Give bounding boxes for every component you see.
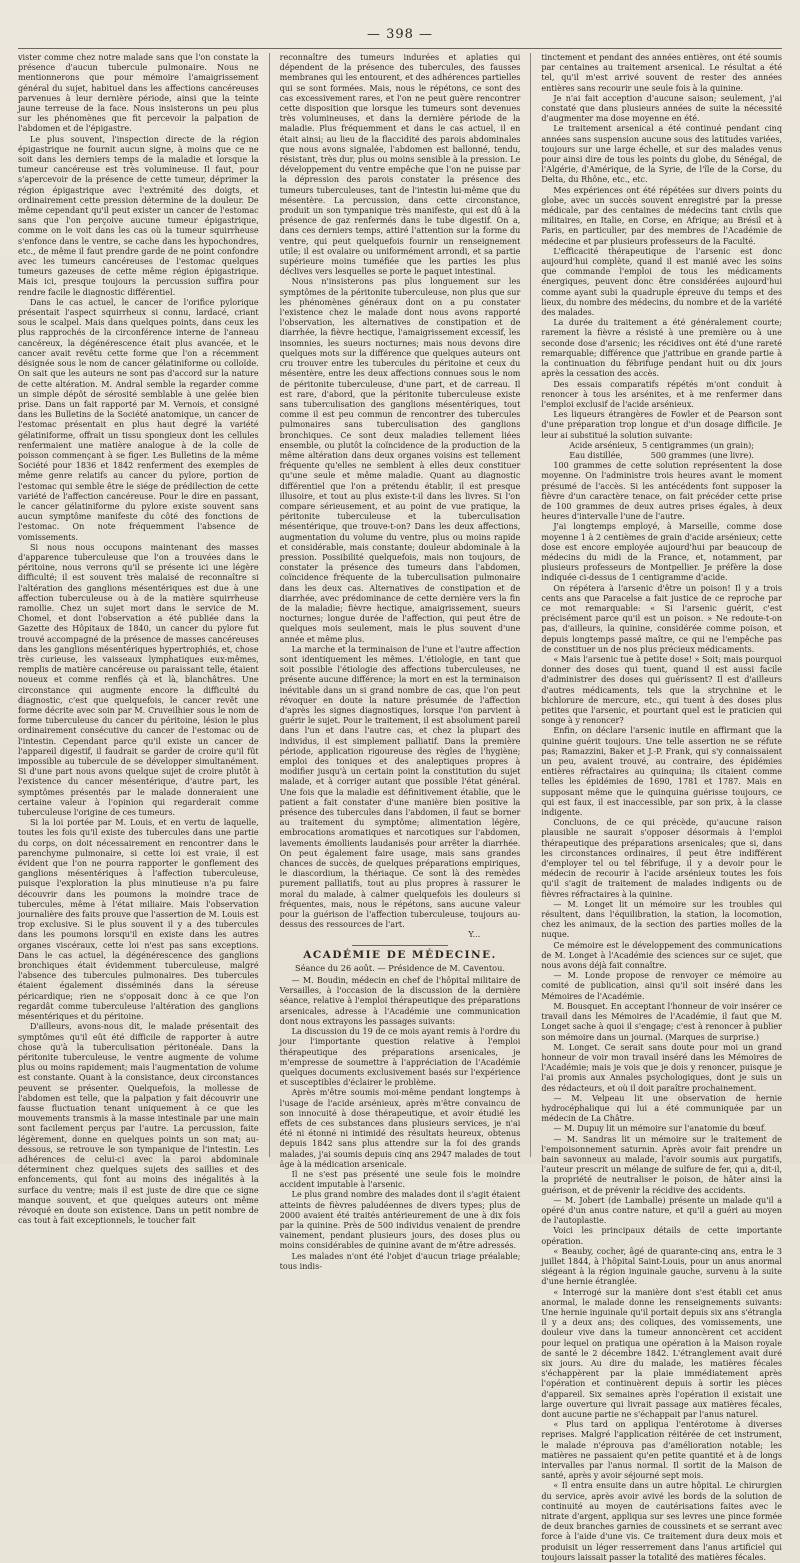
- formula-amount: 5 centigrammes (un grain);: [642, 440, 755, 450]
- paragraph: Mes expériences ont été répétées sur divers points du globe, avec un succès souvent enregistré par la presse médicale, par des centaines de médecins tant civils que militaires, en Italie, en Corse, en Afrique; au Brésil et à Paris, en particulier, par des membres de l'Académie de médecine et par plusieurs professeurs de la Faculté.: [541, 185, 783, 246]
- paragraph: L'efficacité thérapeutique de l'arsenic est donc aujourd'hui complète, quand il est manié avec les soins que commande l'emploi de tous les médicaments énergiques, peuvent donc être considérées aujourd'hui comme ayant subi la quadruple épreuve du temps et des lieux, du nombre des médecins, du nombre et de la variété des malades.: [541, 246, 783, 318]
- paragraph: Voici les principaux détails de cette importante opération.: [541, 1226, 783, 1246]
- paragraph: Enfin, on déclare l'arsenic inutile en affirmant que la quinine guérit toujours. Une telle assertion ne se réfute pas; Ramazzini, Baker et J.-P. Frank, qui s'y connaissaient un peu, avaient trouvé, au contraire, des épidémies entières réfractaires au quinquina; ils citaient comme telles les épidémies de 1690, 1781 et 1787. Mais en supposant même que le quinquina guérisse toujours, ce qui est faux, il est inaccessible, par son prix, à la classe indigente.: [541, 726, 783, 818]
- paragraph: — M. Dupuy lit un mémoire sur l'anatomie du bœuf.: [553, 1124, 767, 1134]
- paragraph: « Beauby, cocher, âgé de quarante-cinq ans, entra le 3 juillet 1844, à l'hôpital Saint-Louis, pour un anus anormal siégeant à la région inguinale gauche, survenu à la suite d'une hernie étranglée.: [541, 1246, 783, 1287]
- paragraph: On répétera à l'arsenic d'être un poison! Il y a trois cents ans que Paracelse a fait justice de ce reproche par ce mot remarquable: « Si l'arsenic guérit, c'est précisément parce qu'il est un poison. » Ne redoute-t-on pas, d'ailleurs, la quinine, considérée comme poison, et depuis longtemps passé maître, ce qui ne l'empêche pas de constituer un de nos plus précieux médicaments.: [541, 583, 783, 654]
- paragraph: Le traitement arsenical a été continué pendant cinq années sans suspension aucune sous des latitudes variées, toujours sur une large échelle, et sur des malades venus pour ainsi dire de tous les points du globe, du Sénégal, de l'Algérie, d'Amérique, de la Syrie, de l'île de la Corse, du Delta, du Rhône, etc., etc.: [541, 124, 783, 185]
- paragraph: M. Longet. Ce serait sans doute pour moi un grand honneur de voir mon travail inséré dans les Mémoires de l'Académie; mais je vois que je dois y renoncer, puisque je l'ai promis aux Annales psychologiques, dont je suis un des rédacteurs, et où il doit paraître prochainement.: [541, 1042, 783, 1093]
- paragraph: J'ai longtemps employé, à Marseille, comme dose moyenne 1 à 2 centièmes de grain d'acide arsénieux; cette dose est encore employée aujourd'hui par beaucoup de médecins du midi de la France, et, notamment, par plusieurs professeurs de Montpellier. Je préfère la dose indiquée ci-dessus de 1 centigramme d'acide.: [541, 522, 783, 583]
- column-2: [279, 53, 521, 1271]
- paragraph: — M. Jobert (de Lamballe) présente un malade qu'il a opéré d'un anus contre nature, et qu'il a guéri au moyen de l'autoplastie.: [541, 1195, 783, 1226]
- paragraph: reconnaître des tumeurs indurées et aplaties qui dépendent de la présence des tubercules, des fausses membranes qui les entourent, et des adhérences partielles qui se sont formées. Mais, nous le répétons, ce sont des cas excessivement rares, et l'on ne peut guère rencontrer cette disposition que lorsque les tumeurs sont devenues très volumineuses, et dans la dernière période de la maladie. Plus fréquemment et dans le cas actuel, il en était ainsi; au lieu de la flaccidité des parois abdominales que nous avons signalée, l'abdomen est ballonné, tendu, résistant, très dur, plus ou moins sensible à la pression. Le développement du ventre empêche que l'on ne puisse par la dépression des parois constater la présence des tumeurs tuberculeuses, tant de l'intestin lui-même que du mésentère. La percussion, dans cette circonstance, produit un son tympanique très manifeste, qui est dû à la présence de gaz renfermés dans le tube digestif. On a, dans ces derniers temps, attiré l'attention sur la forme du ventre, qui peut quelquefois fournir un renseignement utile; il est ovalaire ou uniformément arrondi, et sa partie supérieure moins tuméfiée que les parties les plus déclives vers lesquelles se porte le paquet intestinal.: [279, 53, 521, 277]
- paragraph: Dans le cas actuel, le cancer de l'orifice pylorique présentait l'aspect squirrheux si connu, lardacé, criant sous le scalpel. Mais dans quelques points, dans ceux les plus rapprochés de la circonférence interne de l'anneau cancéreux, la dégénérescence était plus avancée, et le cancer avait revêtu cette forme que l'on a récemment désignée sous le nom de cancer gélatiniforme ou colloïde. On sait que les auteurs ne sont pas d'accord sur la nature de cette altération. M. Andral semble la regarder comme un simple dépôt de sérosité semblable à une gelée bien prise. Dans un fait rapporté par M. Vernois, et consigné dans les Bulletins de la Société anatomique, un cancer de l'estomac présentait en plus haut degré la variété gélatiniforme, offrait un tissu spongieux dont les cellules renfermaient une matière analogue à de la colle de poisson commençant à se figer. Les Bulletins de la même Société pour 1836 et 1842 renferment des exemples de même genre relatifs au cancer du pylore, portion de l'estomac qui semble être le siége de prédilection de cette variété de l'affection cancéreuse. Pour le dire en passant, le cancer gélatiniforme du pylore existe souvent sans aucun symptôme manifeste du côté des fonctions de l'estomac. On note fréquemment l'absence de vomissements.: [18, 297, 259, 542]
- columns: [18, 53, 783, 1562]
- section-title: ACADÉMIE DE MÉDECINE.: [303, 948, 497, 961]
- header-rule: [18, 48, 782, 49]
- formula-row: [541, 441, 782, 451]
- paragraph: — M. Longet lit un mémoire sur les troubles qui résultent, dans l'équilibration, la station, la locomotion, chez les animaux, de la section des parties molles de la nuque.: [541, 899, 783, 940]
- formula-row: [541, 451, 782, 461]
- paragraph: 100 grammes de cette solution représentent la dose moyenne. On l'administre trois heures avant le moment présumé de l'accès. Si les antécédents font supposer la fièvre d'un caractère tenace, on fait précéder cette prise de 100 grammes de deux autres prises égales, à deux heures d'intervalle l'une de l'autre.: [541, 461, 783, 522]
- paragraph: — M. Londe propose de renvoyer ce mémoire au comité de publication, ainsi qu'il soit inséré dans les Mémoires de l'Académie.: [541, 971, 783, 1001]
- paragraph: « Plus tard on appliqua l'entérotome à diverses reprises. Malgré l'application réitérée de cet instrument, le malade n'éprouva pas d'amélioration notable; les matières ne passaient qu'en petite quantité et à de longs intervalles par l'anus normal. Il sortit de la Maison de santé, après y avoir séjourné sept mois.: [541, 1420, 783, 1481]
- paragraph: vister comme chez notre malade sans que l'on constate la présence d'aucun tubercule pulmonaire. Nous ne mentionnerons que pour mémoire l'amaigrissement général du sujet, habituel dans les affections cancéreuses parvenues à leur dernière période, ainsi que la teinte jaune terreuse de la face. Nous insisterons un peu plus sur les phénomènes que fit percevoir la palpation de l'abdomen et de l'épigastre.: [18, 53, 259, 134]
- column-rule: [269, 53, 270, 1157]
- seance-line: Séance du 26 août. — Présidence de M. Caventou.: [295, 962, 505, 973]
- paragraph: — M. Boudin, médecin en chef de l'hôpital militaire de Versailles, à l'occasion de la discussion de la dernière séance, relative à l'emploi thérapeutique des préparations arsenicales, adresse à l'Académie une communication dont nous extrayons les passages suivants:: [279, 976, 521, 1026]
- paragraph: Concluons, de ce qui précède, qu'aucune raison plausible ne saurait s'opposer désormais à l'emploi thérapeutique des préparations arsenicales; que si, dans les circonstances ordinaires, il peut être indifférent d'employer tel ou tel fébrifuge, il y a devoir pour le médecin de recourir à l'acide arsénieux toutes les fois qu'il s'agit de traitement de malades indigents ou de fièvres réfractaires à la quinine.: [541, 818, 783, 899]
- paragraph: tinctement et pendant des années entières, ont été soumis par centaines au traitement arsenical. Le résultat a été tel, qu'il m'est arrivé souvent de rester des années entières sans recourir une seule fois à la quinine.: [541, 53, 783, 93]
- paragraph: « Il entra ensuite dans un autre hôpital. Le chirurgien du service, après avoir avivé les bords de la solution de continuité au moyen de cautérisations faites avec le nitrate d'argent, appliqua sur ses levres une pince formée de deux branches garnies de coussinets et se serrant avec force à l'aide d'une vis. Ce traitement dura deux mois et produisit un léger resserrement dans l'anus artificiel qui toujours laissait passer la totalité des matières fécales.: [541, 1481, 783, 1562]
- paragraph: « Mais l'arsenic tue à petite dose! » Soit; mais pourquoi donner des doses qui tuent, quand il est aussi facile d'administrer des doses qui guérissent? Il est d'ailleurs d'autres médicaments, tels que la strychnine et le bichlorure de mercure, etc., qui tuent à des doses plus petites que l'arsenic, et pourtant quel est le praticien qui songe à y renoncer?: [541, 654, 783, 726]
- column-3: [541, 53, 783, 1562]
- formula-amount: 500 grammes (une livre).: [650, 450, 755, 460]
- paragraph: Si la loi portée par M. Louis, et en vertu de laquelle, toutes les fois qu'il existe des tubercules dans une partie du corps, on doit nécessairement en rencontrer dans le parenchyme pulmonaire, si cette loi est vraie, il est évident que l'on ne pourra rapporter le gonflement des ganglions mésentériques à l'affection tuberculeuse, puisque l'exploration la plus minutieuse n'a pu faire découvrir dans les poumons la moindre trace de tubercules, même à l'état miliaire. Mais l'observation journalière des faits prouve que l'assertion de M. Louis est trop exclusive. Si le plus souvent il y a des tubercules dans les poumons lorsqu'il en existe dans les autres organes viscéraux, cette loi n'est pas sans exceptions. Dans le cas actuel, la dégénérescence des ganglions bronchiques était évidemment tuberculeuse, malgré l'absence des tubercules pulmonaires. Des tubercules étaient également disséminés dans la séreuse péricardique; rien ne s'opposait donc à ce que l'on regardât comme tuberculeuse l'altération des ganglions mésentériques et du péritoine.: [18, 818, 259, 1022]
- section-rule: [352, 945, 448, 946]
- paragraph: M. Bousquet. En acceptant l'honneur de voir insérer ce travail dans les Mémoires de l'Académie, il faut que M. Longet sache à quoi il s'engage; c'est à renoncer à publier son mémoire dans un journal. (Marques de surprise.): [541, 1001, 783, 1042]
- paragraph: La discussion du 19 de ce mois ayant remis à l'ordre du jour l'importante question relative à l'emploi thérapeutique des préparations arsenicales, je m'empresse de soumettre à l'appréciation de l'Académie quelques documents exclusivement basés sur l'expérience et susceptibles d'éclairer le problème.: [279, 1027, 521, 1088]
- paragraph: Les liqueurs étrangères de Fowler et de Pearson sont d'une préparation trop longue et d'un dosage difficile. Je leur ai substitué la solution suivante:: [541, 410, 783, 440]
- paragraph: Après m'être soumis moi-même pendant longtemps à l'usage de l'acide arsénieux, après m'être convaincu de son innocuité à dose thérapeutique, et avoir étudié les effets de ces substances dans plusieurs services, je n'ai été ni étonné ni intimidé des résultats heureux, obtenus depuis 1842 sans plus attendre sur la foi des grands malades, j'ai soumis depuis cinq ans 2947 malades de tout âge à la médication arsenicale.: [279, 1088, 521, 1169]
- paragraph: — M. Velpeau lit une observation de hernie hydrocéphalique qui lui a été communiquée par un médecin de La Châtre.: [541, 1093, 783, 1124]
- signature: Y...: [468, 930, 481, 940]
- page-number: — 398 —: [366, 27, 434, 42]
- paragraph: Ce mémoire est le développement des communications de M. Longet à l'Académie des sciences sur ce sujet, que nous avons déjà fait connaître.: [541, 940, 783, 971]
- paragraph: — M. Sandras lit un mémoire sur le traitement de l'empoisonnement saturnin. Après avoir fait prendre un bain savonneux au malade, l'avoir soumis aux purgatifs, l'auteur prescrit un mélange de sulfure de fer, qui a, dit-il, la propriété de neutraliser le poison, de hâter ainsi la guérison, et de prévenir la récidive des accidents.: [541, 1134, 783, 1195]
- paragraph: Nous n'insisterons pas plus longuement sur les symptômes de la péritonite tuberculeuse, non plus que sur les phénomènes généraux dont on a pu constater l'existence chez le malade dont nous avons rapporté l'observation, les alternatives de constipation et de diarrhée, la fièvre hectique, l'amaigrissement excessif, les insomnies, les sueurs nocturnes; mais nous devons dire quelques mots sur la différence que quelques auteurs ont cru trouver entre les tubercules du péritoine et ceux du mésentère, entre les deux affections connues sous le nom de péritonite tuberculeuse, d'une part, et de carreau. Il est rare, d'abord, que la péritonite tuberculeuse existe sans tuberculisation des ganglions mésentériques, tout comme il est peu commun de rencontrer des tubercules pulmonaires sans tuberculisation des ganglions bronchiques. Ce sont deux maladies tellement liées ensemble, ou plutôt la coïncidence de la production de la même altération dans deux organes voisins est tellement fréquente qu'elles ne semblent à elles deux constituer qu'une seule et même maladie. Quant au diagnostic différentiel que l'on a prétendu établir, il est presque illusoire, et tout au plus existe-t-il dans les livres. Si l'on compare sérieusement, et au point de vue pratique, la péritonite tuberculeuse et la tuberculisation mésentérique, que trouve-t-on? Dans les deux affections, augmentation du volume du ventre, plus ou moins rapide et considérable, mais constante; douleur abdominale à la pression. Possibilité quelquefois, mais non toujours, de constater la présence des tumeurs dans l'abdomen, coïncidence fréquente de la tuberculisation pulmonaire dans les deux cas. Alternatives de constipation et de diarrhée, avec prédominance de cette dernière vers la fin de la maladie; fièvre hectique, amaigrissement, sueurs nocturnes; longue durée de l'affection, qui peut être de quelques mois seulement, mais le plus souvent d'une année et même plus.: [279, 277, 521, 644]
- column-rule: [530, 53, 531, 1157]
- paragraph: La marche et la terminaison de l'une et l'autre affection sont identiquement les mêmes. L'étiologie, en tant que soit possible l'étiologie des affections tuberculeuses, ne présente aucune différence; la mort en est la terminaison inévitable dans un si grand nombre de cas, que l'on peut révoquer en doute la nature présumée de l'affection d'après les signes diagnostiques, lorsque l'on parvient à guérir le sujet. Pour le traitement, il est absolument pareil dans l'un et dans l'autre cas, et chez la plupart des individus, il est simplement palliatif. Dans la première période, application rigoureuse des règles de l'hygiène; emploi des toniques et des analeptiques propres à modifier jusqu'à un certain point la constitution du sujet malade, et à corriger autant que possible l'état général. Une fois que la maladie est définitivement établie, que le patient a fait constater d'une manière bien positive la présence des tubercules dans l'abdomen, il faut se borner au traitement du symptôme; alimentation légère, embrocations aromatiques et narcotiques sur l'abdomen, lavements émollients laudanisés pour arrêter la diarrhée. On peut également faire usage, mais sans grandes chances de succès, de quelques préparations empiriques, le diascordium, la thériaque. Ce sont là des remèdes purement palliatifs, tout au plus propres à rassurer le moral du malade, à calmer quelquefois les douleurs si fréquentes, mais, nous le répétons, sans aucune valeur pour la guérison de l'affection tuberculeuse, toujours au-dessus des ressources de l'art.: [279, 644, 521, 930]
- paragraph: La durée du traitement a été généralement courte; rarement la fièvre a résisté à une première ou à une seconde dose d'arsenic; les récidives ont été d'une rareté remarquable; différence que j'attribue en grande partie à la continuation du fébrifuge pendant huit ou dix jours après la cessation des accès.: [541, 318, 783, 379]
- paragraph: Le plus souvent, l'inspection directe de la région épigastrique ne fournit aucun signe, à moins que ce ne soit dans les derniers temps de la maladie et lorsque la tumeur cancéreuse est très volumineuse. Il faut, pour s'apercevoir de la présence de cette tumeur, déprimer la région épigastrique avec l'extrémité des doigts, et ordinairement cette pression détermine de la douleur. De même cependant qu'il peut exister un cancer de l'estomac sans que l'on perçoive aucune tumeur épigastrique, comme on le voit dans les cas où la tumeur squirrheuse s'enfonce dans le ventre, se cache dans les hypochondres, etc., de même il faut prendre garde de ne point confondre avec les tumeurs cancéreuses de l'estomac quelques tumeurs gazeuses de cette même région épigastrique. Mais ici, presque toujours la percussion suffira pour rendre facile le diagnostic différentiel.: [18, 134, 259, 297]
- paragraph: Je n'ai fait acception d'aucune saison; seulement, j'ai constaté que dans plusieurs années de suite la nécessité d'augmenter ma dose moyenne en été.: [541, 93, 783, 124]
- paragraph: Si nous nous occupons maintenant des masses d'apparence tuberculeuse que l'on a trouvées dans le péritoine, nous verrons qu'il se présente ici une légère difficulté; il est souvent très malaisé de reconnaître si l'altération des ganglions mésentériques est due à une affection tuberculeuse ou à de la matière squirrheuse ramollie. Chez un sujet mort dans le service de M. Chomel, et dont l'observation a été publiée dans la Gazette des Hôpitaux de 1840, un cancer du pylore fut trouvé accompagné de la présence de masses cancéreuses dans les ganglions mésentériques hypertrophiés, et, chose très curieuse, les vaisseaux lymphatiques eux-mêmes, remplis de matière cancéreuse ou paraissant telle, étaient noueux et comme renflés çà et là, blanchâtres. Une circonstance qui augmente encore la difficulté du diagnostic, c'est que quelquefois, le cancer revêt une forme décrite avec soin par M. Cruveilhier sous le nom de forme tuberculeuse du cancer du péritoine, lésion le plus ordinairement consécutive du cancer de l'estomac ou de l'intestin. Cependant parce qu'il existe un cancer de l'appareil digestif, il faudrait se garder de croire qu'il fût impossible au tubercule de se développer simultanément. Si d'une part nous avons quelque sujet de croire plutôt à l'existence du cancer mésentérique, d'autre part, les symptômes présentés par le malade donneraient une certaine valeur à l'opinion qui regarderait comme tuberculeuse l'origine de ces tumeurs.: [18, 542, 259, 818]
- paragraph: Le plus grand nombre des malades dont il s'agit étaient atteints de fièvres paludéennes de divers types; plus de 2000 avaient été traités antérieurement de une à dix fois par la quinine. Près de 500 individus venaient de prendre vainement, pendant plusieurs jours, des doses plus ou moins considérables de quinine avant de m'être adressés.: [279, 1190, 521, 1251]
- formula-ingredient: Acide arsénieux,: [569, 440, 638, 450]
- paragraph: D'ailleurs, avons-nous dit, le malade présentait des symptômes qu'il eût été difficile de rapporter à autre chose qu'à la tuberculisation péritonéale. Dans la péritonite tuberculeuse, le ventre augmente de volume plus ou moins rapidement; mais l'augmentation de volume est constante. Quant à la consistance, deux circonstances peuvent se présenter. Quelquefois, la mollesse de l'abdomen est telle, que la palpation y fait découvrir une fausse fluctuation tenant uniquement à ce que les mouvements transmis à la masse intestinale par une main sont facilement perçus par l'autre. La percussion, faite légèrement, donne en quelques points un son mat; au-dessous, se retrouve le son tympanique de l'intestin. Les adhérences de celui-ci avec la paroi abdominale déterminent chez quelques sujets des saillies et des enfoncements, qui font au moins des inégalités à la surface du ventre; mais il est juste de dire que ce signe manque souvent, et que quelques auteurs ont même révoqué en doute son existence. Dans un petit nombre de cas tout à fait exceptionnels, le toucher fait: [18, 1022, 259, 1226]
- paragraph: Les malades n'ont été l'objet d'aucun triage préalable; tous indis-: [279, 1251, 521, 1271]
- formula-ingredient: Eau distillée,: [569, 450, 623, 460]
- column-1: [18, 53, 259, 1226]
- paragraph: Des essais comparatifs répétés m'ont conduit à renoncer à tous les arsénites, et à me renfermer dans l'emploi exclusif de l'acide arsénieux.: [541, 379, 783, 409]
- paragraph: « Interrogé sur la manière dont s'est établi cet anus anormal, le malade donne les renseignements suivants: Une hernie inguinale qu'il portait depuis six ans s'étrangla il y a deux ans; des coliques, des vomissements, une douleur vive dans la tumeur annoncèrent cet accident pour lequel on pratiqua une opération à la Maison royale de santé le 2 décembre 1842. L'étranglement avait duré six jours. Au dire du malade, les matières fécales s'échappèrent par la plaie immédiatement après l'opération et continuèrent depuis à sortir les pièces d'appareil. Six semaines après l'opération il existait une large ouverture qui livrait passage aux matières fécales, dont aucune partie ne s'échappait par l'anus naturel.: [541, 1287, 783, 1420]
- paragraph: Il ne s'est pas présenté une seule fois le moindre accident imputable à l'arsenic.: [279, 1169, 521, 1190]
